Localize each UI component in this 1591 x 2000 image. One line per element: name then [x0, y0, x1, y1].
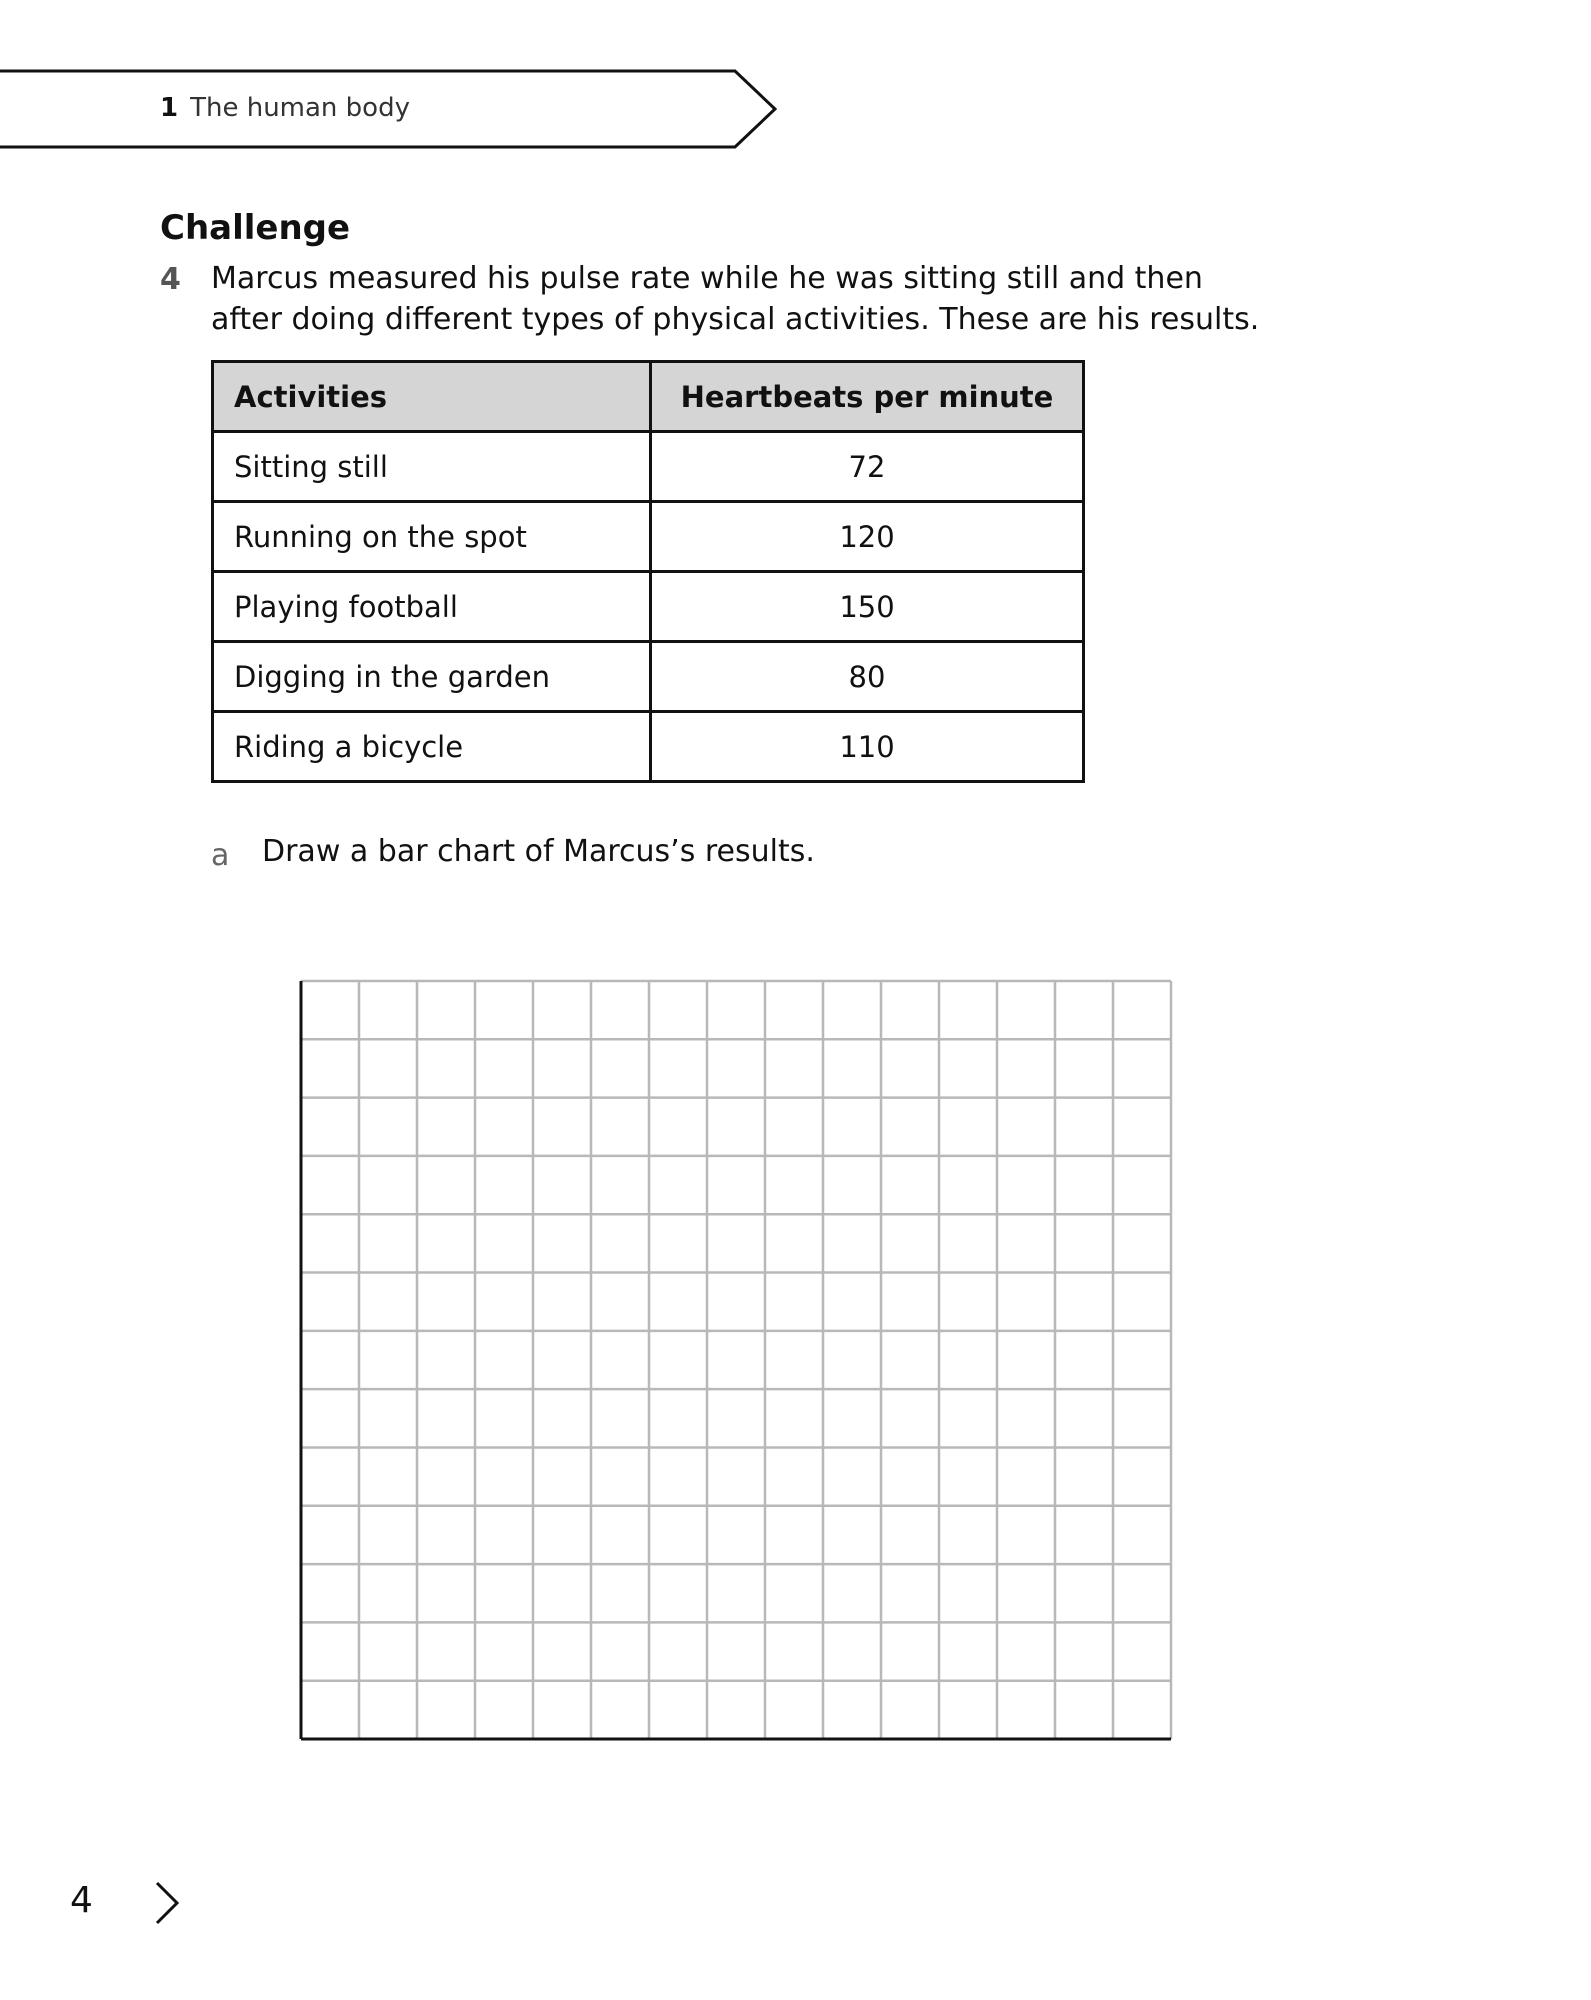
activity-cell: Riding a bicycle	[213, 712, 651, 782]
table-row	[213, 642, 1084, 712]
heartbeats-cell: 150	[651, 572, 1084, 642]
question-text: Marcus measured his pulse rate while he was sitting still and then after doing different types of physical activities. These are his results.	[211, 261, 1260, 337]
heartbeats-cell: 110	[651, 712, 1084, 782]
heartbeats-cell: 80	[651, 642, 1084, 712]
activity-cell: Playing football	[213, 572, 651, 642]
column-header-activities: Activities	[213, 362, 651, 432]
question-number: 4	[160, 262, 181, 297]
chapter-title: The human body	[190, 93, 410, 123]
activity-cell: Running on the spot	[213, 502, 651, 572]
part-letter: a	[211, 838, 230, 873]
page-number: 4	[70, 1880, 93, 1921]
heartbeats-cell: 72	[651, 432, 1084, 502]
chapter-label	[160, 93, 410, 123]
heartbeats-cell: 120	[651, 502, 1084, 572]
chevron-right-icon	[152, 1880, 182, 1926]
activity-cell: Digging in the garden	[213, 642, 651, 712]
activity-cell: Sitting still	[213, 432, 651, 502]
column-header-heartbeats: Heartbeats per minute	[651, 362, 1084, 432]
section-heading: Challenge	[160, 208, 351, 248]
table-row	[213, 502, 1084, 572]
table-row	[213, 432, 1084, 502]
table-row	[213, 572, 1084, 642]
part-instruction: Draw a bar chart of Marcus’s results.	[262, 834, 815, 869]
results-table	[211, 360, 1085, 783]
table-header-row	[213, 362, 1084, 432]
chapter-number: 1	[160, 93, 179, 123]
table-row	[213, 712, 1084, 782]
answer-grid[interactable]	[298, 979, 1174, 1741]
